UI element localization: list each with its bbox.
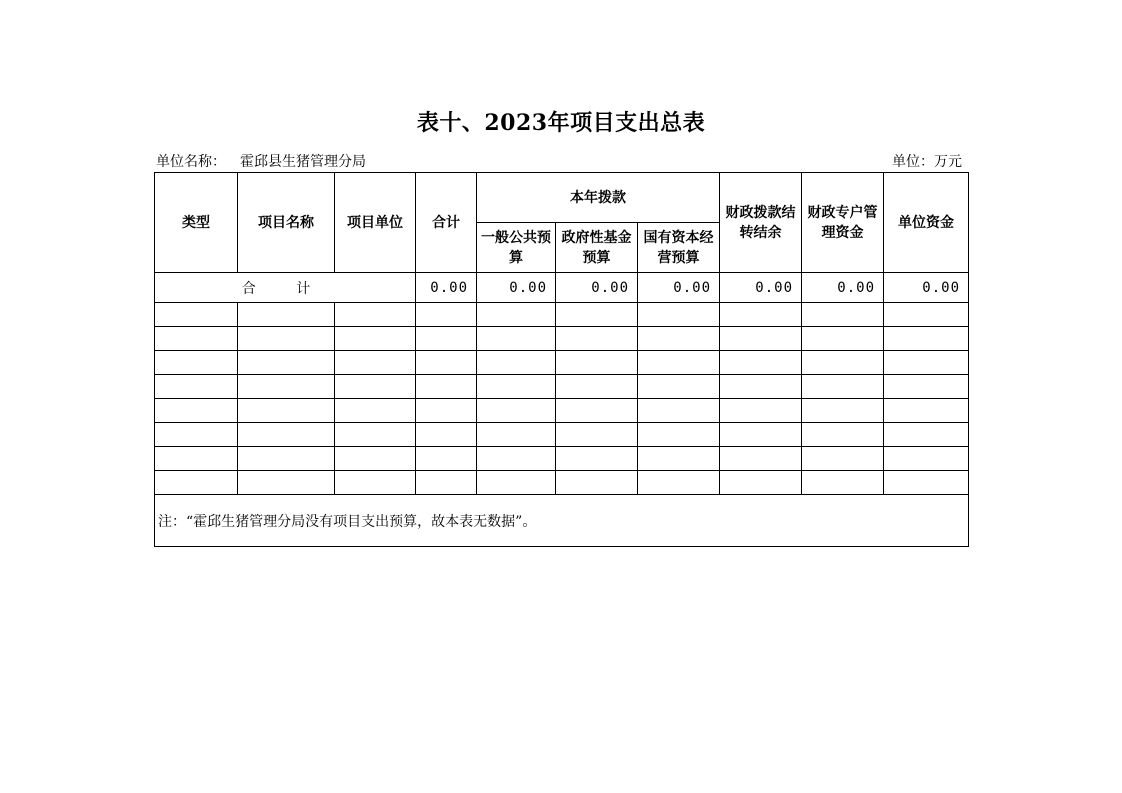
table-cell [238,423,335,447]
table-cell [720,375,802,399]
table-cell [416,351,477,375]
total-value: 0.00 [720,273,802,303]
table-cell [416,303,477,327]
table-row [155,327,969,351]
project-expenditure-table [154,172,969,547]
table-cell [884,303,969,327]
table-cell [416,447,477,471]
table-cell [802,447,884,471]
unit-name: 霍邱县生猪管理分局 [240,154,366,170]
table-row [155,303,969,327]
table-cell [155,351,238,375]
table-cell [335,423,416,447]
table-cell [556,375,638,399]
total-row [155,273,969,303]
total-value: 0.00 [416,273,477,303]
header-carryover: 财政拨款结转结余 [720,173,802,273]
table-cell [556,399,638,423]
table-cell [477,303,556,327]
table-cell [335,447,416,471]
table-cell [335,327,416,351]
table-cell [556,327,638,351]
table-cell [416,399,477,423]
table-cell [155,447,238,471]
total-value: 0.00 [477,273,556,303]
table-cell [720,423,802,447]
table-cell [416,423,477,447]
table-cell [477,423,556,447]
total-value: 0.00 [556,273,638,303]
table-cell [720,351,802,375]
table-cell [884,327,969,351]
table-cell [238,471,335,495]
header-current-year-allocation: 本年拨款 [477,173,720,223]
total-value: 0.00 [802,273,884,303]
table-cell [638,375,720,399]
table-cell [155,399,238,423]
unit-name-line [156,151,366,171]
table-cell [477,351,556,375]
table-cell [638,471,720,495]
table-row [155,471,969,495]
table-cell [638,423,720,447]
table-cell [416,471,477,495]
table-cell [477,327,556,351]
table-cell [638,327,720,351]
table-cell [884,351,969,375]
table-cell [638,303,720,327]
table-cell [335,399,416,423]
table-cell [802,303,884,327]
table-cell [556,447,638,471]
table-cell [477,399,556,423]
table-cell [802,471,884,495]
table-cell [884,423,969,447]
table-cell [556,303,638,327]
table-cell [638,399,720,423]
table-cell [238,351,335,375]
table-cell [155,423,238,447]
table-cell [884,399,969,423]
header-project-unit: 项目单位 [335,173,416,273]
header-general-budget: 一般公共预算 [477,223,556,273]
table-cell [416,375,477,399]
table-cell [477,471,556,495]
table-cell [556,351,638,375]
table-row [155,375,969,399]
table-cell [720,327,802,351]
table-cell [477,375,556,399]
table-cell [155,303,238,327]
table-cell [802,375,884,399]
table-cell [802,351,884,375]
table-cell [802,423,884,447]
table-cell [155,375,238,399]
table-cell [638,447,720,471]
total-value: 0.00 [638,273,720,303]
header-unit-funds: 单位资金 [884,173,969,273]
note-row [155,495,969,547]
table-cell [238,303,335,327]
unit-name-label: 单位名称： [156,154,226,170]
table-cell [720,303,802,327]
table-cell [335,303,416,327]
page-title: 表十、2023年项目支出总表 [416,110,706,136]
table-row [155,447,969,471]
table-cell [335,351,416,375]
table-cell [802,327,884,351]
table-cell [238,375,335,399]
header-special-funds: 财政专户管理资金 [802,173,884,273]
table-row [155,423,969,447]
table-row [155,399,969,423]
header-type: 类型 [155,173,238,273]
table-cell [477,447,556,471]
table-cell [238,327,335,351]
table-cell [720,471,802,495]
total-value: 0.00 [884,273,969,303]
table-cell [884,447,969,471]
table-cell [884,471,969,495]
table-cell [238,447,335,471]
header-fund-budget: 政府性基金预算 [556,223,638,273]
table-cell [416,327,477,351]
table-cell [335,471,416,495]
header-total: 合计 [416,173,477,273]
table-cell [720,399,802,423]
table-row [155,351,969,375]
table-cell [335,375,416,399]
table-cell [556,423,638,447]
table-cell [155,327,238,351]
unit-of-measure: 单位：万元 [892,154,962,170]
table-note: 注：“霍邱生猪管理分局没有项目支出预算，故本表无数据”。 [155,495,969,547]
header-state-capital-budget: 国有资本经营预算 [638,223,720,273]
total-row-label: 合 计 [155,273,416,303]
header-project-name: 项目名称 [238,173,335,273]
table-cell [638,351,720,375]
table-cell [884,375,969,399]
table-cell [155,471,238,495]
table-cell [556,471,638,495]
table-cell [720,447,802,471]
table-cell [238,399,335,423]
table-cell [802,399,884,423]
